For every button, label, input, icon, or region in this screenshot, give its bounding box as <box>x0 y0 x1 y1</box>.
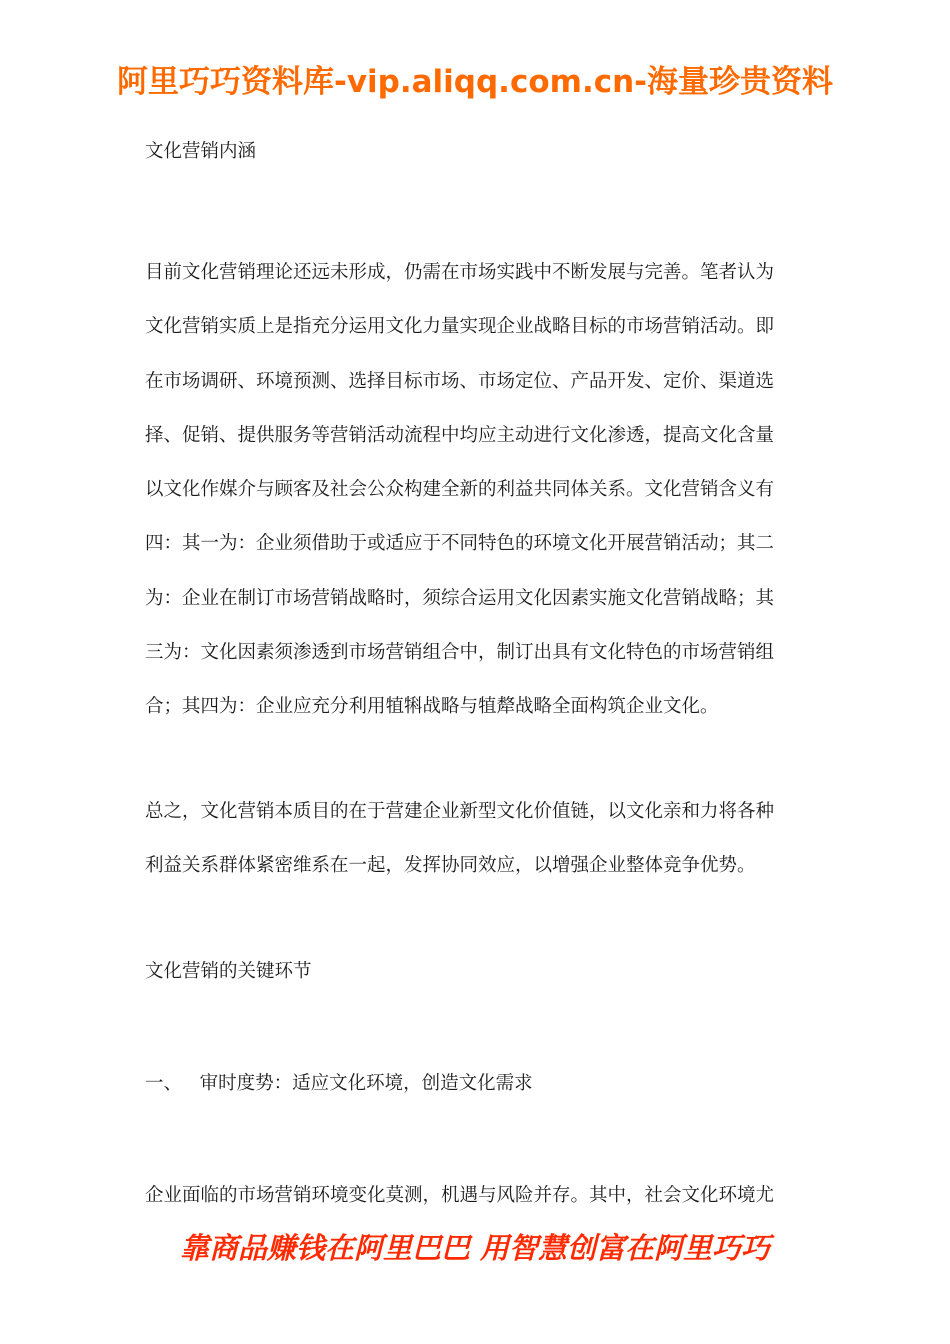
paragraph-line: 四：其一为：企业须借助于或适应于不同特色的环境文化开展营销活动；其二 <box>145 533 775 555</box>
paragraph-line: 为：企业在制订市场营销战略时，须综合运用文化因素实施文化营销战略；其 <box>145 587 775 609</box>
paragraph-line: 文化营销实质上是指充分运用文化力量实现企业战略目标的市场营销活动。即 <box>145 316 775 338</box>
paragraph-line: 以文化作媒介与顾客及社会公众构建全新的利益共同体关系。文化营销含义有 <box>145 479 775 501</box>
footer-banner: 靠商品赚钱在阿里巴巴 用智慧创富在阿里巧巧 <box>179 1231 771 1265</box>
document-body <box>145 136 810 1235</box>
header-banner: 阿里巧巧资料库-vip.aliqq.com.cn-海量珍贵资料 <box>116 64 834 100</box>
paragraph-definition <box>145 257 810 746</box>
paragraph-line: 择、促销、提供服务等营销活动流程中均应主动进行文化渗透，提高文化含量 <box>145 424 775 446</box>
paragraph-line: 利益关系群体紧密维系在一起，发挥协同效应，以增强企业整体竞争优势。 <box>145 854 756 876</box>
paragraph-line: 三为：文化因素须渗透到市场营销组合中，制订出具有文化特色的市场营销组 <box>145 642 775 664</box>
paragraph-environment <box>145 1180 810 1234</box>
paragraph-line: 目前文化营销理论还远未形成，仍需在市场实践中不断发展与完善。笔者认为 <box>145 262 775 283</box>
paragraph-line: 合；其四为：企业应充分利用犆犐战略与犆犛战略全面构筑企业文化。 <box>145 696 719 718</box>
paragraph-line: 在市场调研、环境预测、选择目标市场、市场定位、产品开发、定价、渠道选 <box>145 370 775 392</box>
paragraph-line: 企业面临的市场营销环境变化莫测，机遇与风险并存。其中，社会文化环境尤 <box>145 1185 775 1207</box>
paragraph-line: 总之，文化营销本质目的在于营建企业新型文化价值链，以文化亲和力将各种 <box>145 800 775 822</box>
section-heading-culture-marketing: 文化营销内涵 <box>145 141 257 162</box>
section-heading-key-links: 文化营销的关键环节 <box>145 961 312 983</box>
paragraph-summary <box>145 796 810 905</box>
list-item-heading: 一、 审时度势：适应文化环境，创造文化需求 <box>145 1073 533 1095</box>
